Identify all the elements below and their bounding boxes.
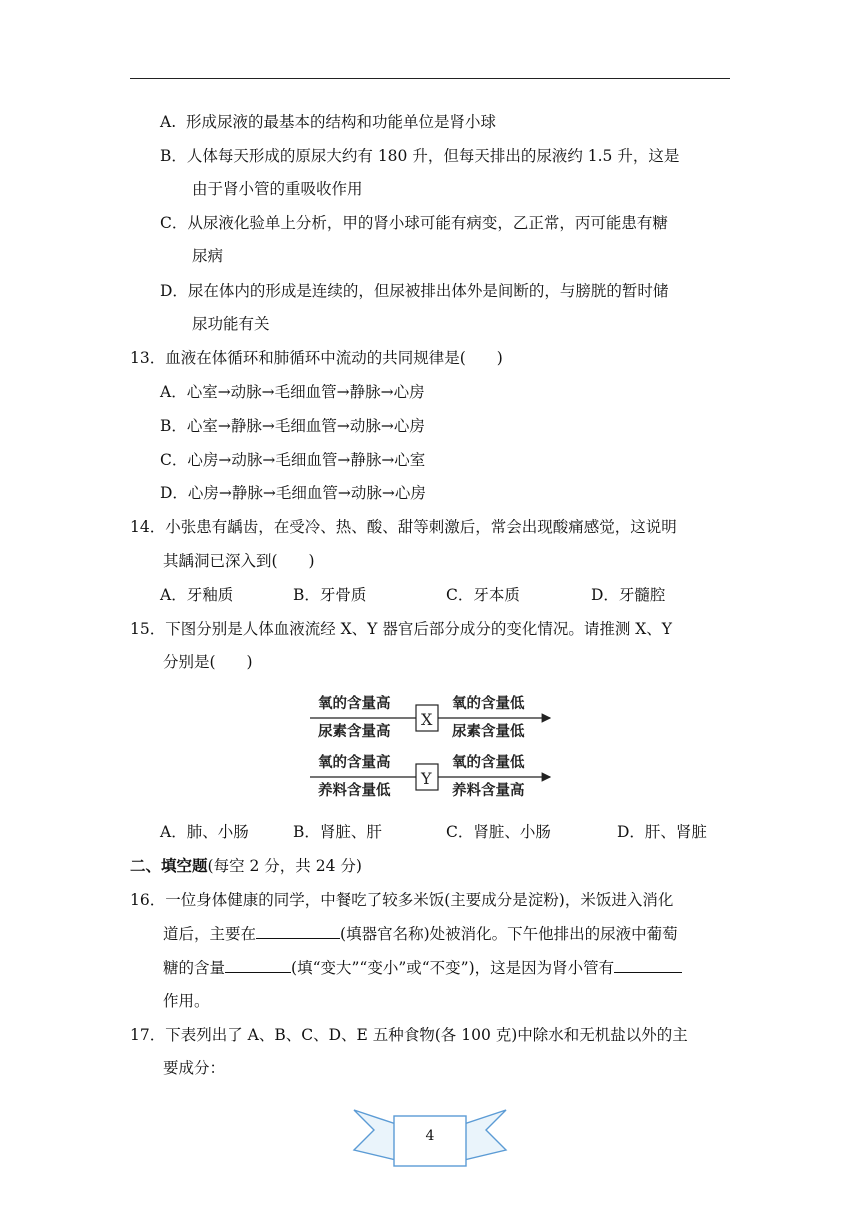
section-2-heading [130,856,362,876]
q13-option-a: A．心室→动脉→毛细血管→静脉→心房 [160,383,425,401]
q14-stem-line2: 其龋洞已深入到( ) [163,552,315,570]
header-rule [130,78,730,79]
section-2-note: (每空 2 分，共 24 分) [207,857,362,875]
q16-blank-function[interactable] [614,958,682,973]
q12-option-a: A. 形成尿液的最基本的结构和功能单位是肾小球 [160,113,496,131]
y-organ-label: Y [421,769,432,788]
q15-option-a: A．肺、小肠 [160,823,249,841]
q13-option-b: B．心室→静脉→毛细血管→动脉→心房 [160,417,425,435]
q16-line2-start: 道后，主要在 [163,925,257,943]
q12-option-d-line2: 尿功能有关 [192,315,270,333]
q15-stem-line2: 分别是( ) [163,653,253,671]
x-input-oxygen: 氧的含量高 [318,696,391,712]
q16-line3-start: 糖的含量 [163,959,226,977]
q12-option-c-line1: C．从尿液化验单上分析，甲的肾小球可能有病变，乙正常，丙可能患有糖 [160,214,668,232]
page-number: 4 [425,1128,435,1144]
x-input-urea: 尿素含量高 [318,724,391,740]
q15-option-b: B．肾脏、肝 [293,823,382,841]
q17-line1: 17．下表列出了 A、B、C、D、E 五种食物(各 100 克)中除水和无机盐以外的主 [130,1026,688,1044]
q16-line3-end: (填“变大”“变小”或“不变”)，这是因为肾小管有 [291,959,615,977]
x-output-oxygen: 氧的含量低 [452,696,525,712]
q17-line2: 要成分： [163,1059,226,1077]
y-output-oxygen: 氧的含量低 [452,755,525,771]
q16-line3 [163,958,682,978]
q13-stem: 13．血液在体循环和肺循环中流动的共同规律是( ) [130,349,503,367]
q12-option-d-line1: D．尿在体内的形成是连续的，但尿被排出体外是间断的，与膀胱的暂时储 [160,282,669,300]
x-organ-label: X [421,710,433,729]
q16-line1: 16．一位身体健康的同学，中餐吃了较多米饭(主要成分是淀粉)，米饭进入消化 [130,891,674,909]
x-output-urea: 尿素含量低 [452,724,525,740]
q16-blank-organ[interactable] [256,924,340,939]
q14-option-b: B．牙骨质 [293,586,367,604]
q14-stem-line1: 14．小张患有龋齿，在受冷、热、酸、甜等刺激后，常会出现酸痛感觉，这说明 [130,518,677,536]
y-output-nutrient: 养料含量高 [452,783,525,799]
y-input-oxygen: 氧的含量高 [318,755,391,771]
q12-option-b-line1: B．人体每天形成的原尿大约有 180 升，但每天排出的尿液约 1.5 升，这是 [160,147,680,165]
q15-stem-line1: 15．下图分别是人体血液流经 X、Y 器官后部分成分的变化情况。请推测 X、Y [130,620,673,638]
q15-option-d: D．肝、肾脏 [617,823,707,841]
q16-line2-end: (填器官名称)处被消化。下午他排出的尿液中葡萄 [340,925,678,943]
q14-option-c: C．牙本质 [446,586,520,604]
q16-line4: 作用。 [163,992,210,1010]
q15-option-c: C．肾脏、小肠 [446,823,551,841]
blood-flow-diagram [300,688,560,808]
y-input-nutrient: 养料含量低 [318,783,391,799]
q12-option-c-line2: 尿病 [192,247,224,265]
q14-option-d: D．牙髓腔 [591,586,666,604]
q13-option-d: D．心房→静脉→毛细血管→动脉→心房 [160,484,426,502]
q14-option-a: A．牙釉质 [160,586,234,604]
q16-line2 [163,924,678,944]
q13-option-c: C．心房→动脉→毛细血管→静脉→心室 [160,451,426,469]
section-2-title: 二、填空题 [130,856,208,875]
q12-option-b-line2: 由于肾小管的重吸收作用 [192,180,363,198]
q16-blank-glucose[interactable] [225,958,291,973]
